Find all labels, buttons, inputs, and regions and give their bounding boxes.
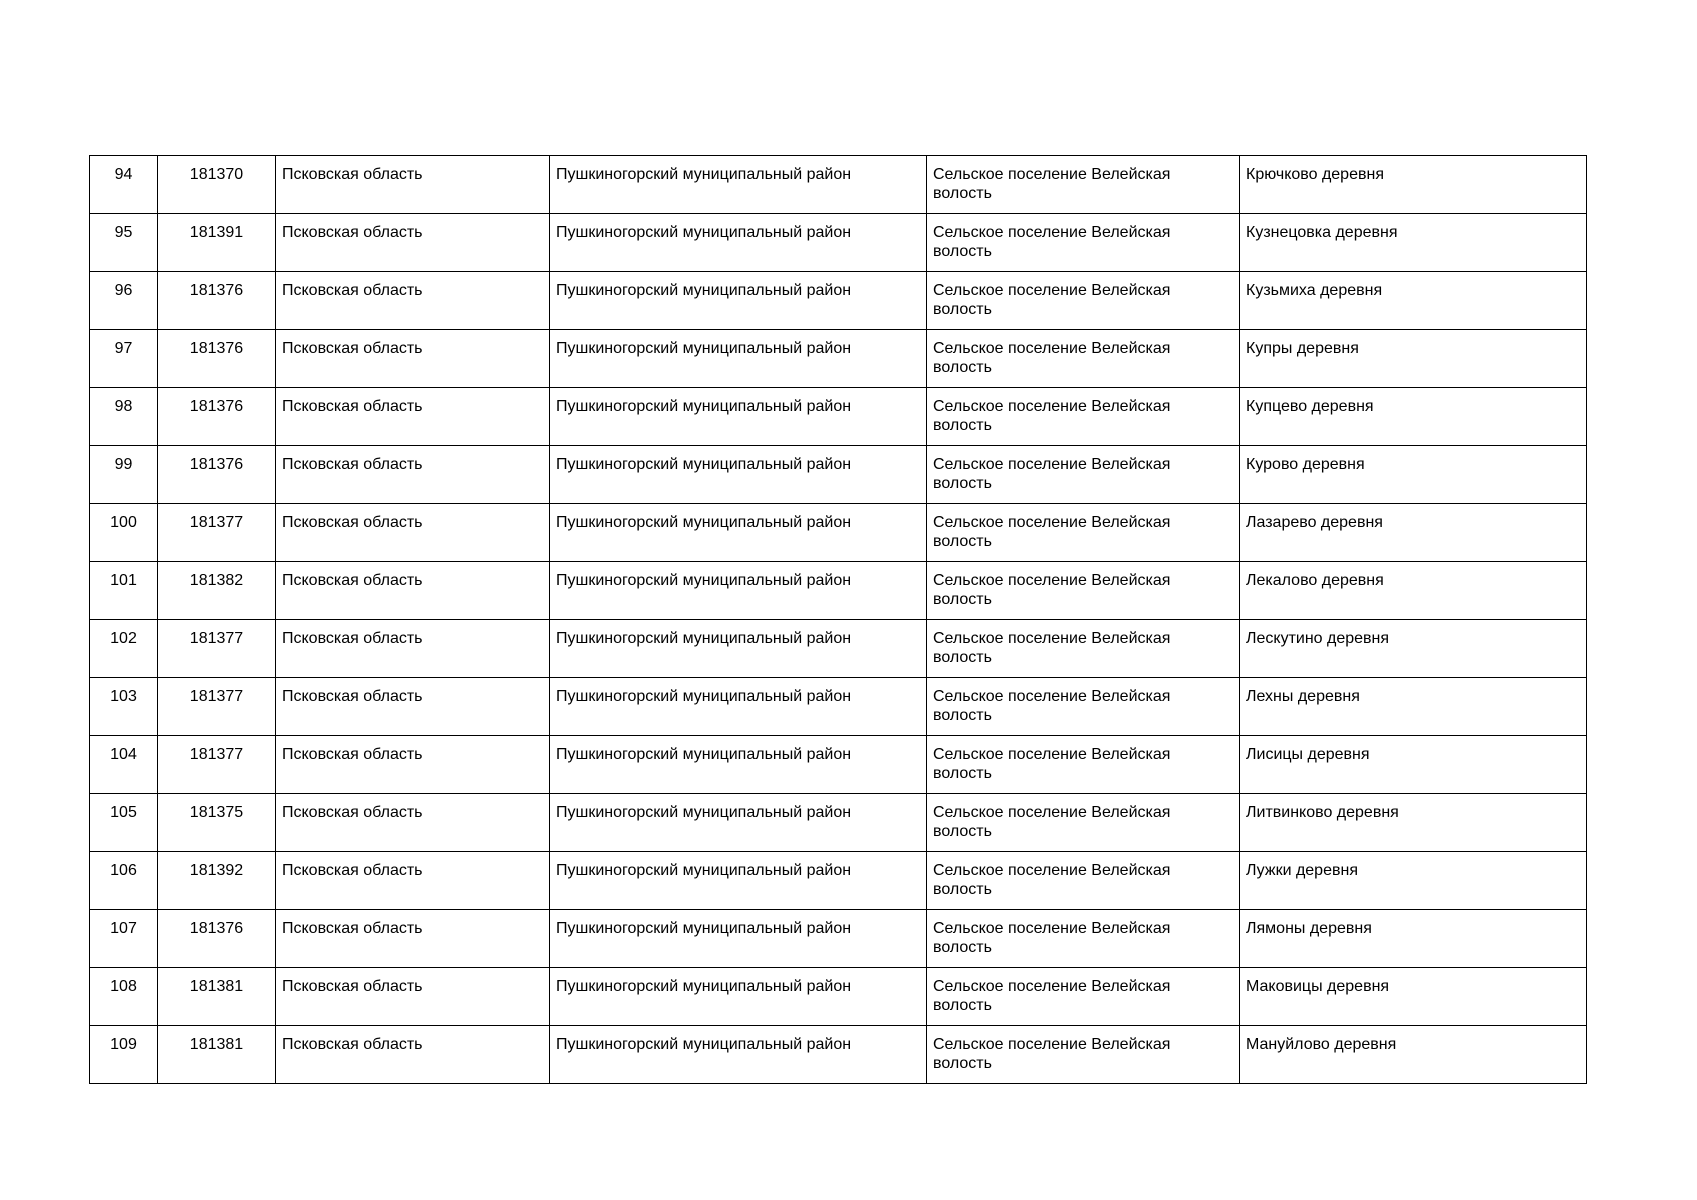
postal-index-cell: 181381 bbox=[158, 968, 276, 1026]
region-cell: Псковская область bbox=[276, 910, 550, 968]
row-number-cell: 107 bbox=[90, 910, 158, 968]
postal-index-cell: 181376 bbox=[158, 446, 276, 504]
district-cell: Пушкиногорский муниципальный район bbox=[550, 214, 927, 272]
locality-cell: Лехны деревня bbox=[1240, 678, 1587, 736]
postal-index-cell: 181377 bbox=[158, 678, 276, 736]
district-cell: Пушкиногорский муниципальный район bbox=[550, 562, 927, 620]
table-row bbox=[90, 852, 1587, 910]
region-cell: Псковская область bbox=[276, 736, 550, 794]
locality-cell: Курово деревня bbox=[1240, 446, 1587, 504]
district-cell: Пушкиногорский муниципальный район bbox=[550, 388, 927, 446]
table-row bbox=[90, 214, 1587, 272]
region-cell: Псковская область bbox=[276, 156, 550, 214]
postal-index-cell: 181376 bbox=[158, 272, 276, 330]
settlement-cell: Сельское поселение Велейская волость bbox=[927, 272, 1240, 330]
settlement-cell: Сельское поселение Велейская волость bbox=[927, 852, 1240, 910]
district-cell: Пушкиногорский муниципальный район bbox=[550, 330, 927, 388]
row-number-cell: 105 bbox=[90, 794, 158, 852]
settlement-cell: Сельское поселение Велейская волость bbox=[927, 1026, 1240, 1084]
district-cell: Пушкиногорский муниципальный район bbox=[550, 852, 927, 910]
locality-cell: Крючково деревня bbox=[1240, 156, 1587, 214]
region-cell: Псковская область bbox=[276, 1026, 550, 1084]
table-row bbox=[90, 388, 1587, 446]
table-row bbox=[90, 620, 1587, 678]
region-cell: Псковская область bbox=[276, 968, 550, 1026]
settlement-cell: Сельское поселение Велейская волость bbox=[927, 156, 1240, 214]
postal-index-cell: 181377 bbox=[158, 504, 276, 562]
district-cell: Пушкиногорский муниципальный район bbox=[550, 1026, 927, 1084]
region-cell: Псковская область bbox=[276, 504, 550, 562]
row-number-cell: 101 bbox=[90, 562, 158, 620]
locality-cell: Кузьмиха деревня bbox=[1240, 272, 1587, 330]
region-cell: Псковская область bbox=[276, 678, 550, 736]
settlement-cell: Сельское поселение Велейская волость bbox=[927, 504, 1240, 562]
district-cell: Пушкиногорский муниципальный район bbox=[550, 794, 927, 852]
locality-cell: Лужки деревня bbox=[1240, 852, 1587, 910]
row-number-cell: 106 bbox=[90, 852, 158, 910]
table-row bbox=[90, 272, 1587, 330]
locality-cell: Маковицы деревня bbox=[1240, 968, 1587, 1026]
postal-index-cell: 181375 bbox=[158, 794, 276, 852]
postal-index-cell: 181377 bbox=[158, 620, 276, 678]
locality-cell: Кузнецовка деревня bbox=[1240, 214, 1587, 272]
table-row bbox=[90, 910, 1587, 968]
row-number-cell: 100 bbox=[90, 504, 158, 562]
settlement-cell: Сельское поселение Велейская волость bbox=[927, 388, 1240, 446]
postal-index-cell: 181370 bbox=[158, 156, 276, 214]
postal-index-cell: 181392 bbox=[158, 852, 276, 910]
settlement-cell: Сельское поселение Велейская волость bbox=[927, 562, 1240, 620]
table-body bbox=[90, 156, 1587, 1084]
table-row bbox=[90, 156, 1587, 214]
postal-index-cell: 181376 bbox=[158, 910, 276, 968]
locality-cell: Лекалово деревня bbox=[1240, 562, 1587, 620]
region-cell: Псковская область bbox=[276, 272, 550, 330]
row-number-cell: 98 bbox=[90, 388, 158, 446]
row-number-cell: 108 bbox=[90, 968, 158, 1026]
locality-cell: Лямоны деревня bbox=[1240, 910, 1587, 968]
settlement-cell: Сельское поселение Велейская волость bbox=[927, 968, 1240, 1026]
district-cell: Пушкиногорский муниципальный район bbox=[550, 678, 927, 736]
postal-index-cell: 181382 bbox=[158, 562, 276, 620]
table-row bbox=[90, 562, 1587, 620]
locality-cell: Купцево деревня bbox=[1240, 388, 1587, 446]
settlements-table bbox=[89, 155, 1587, 1084]
settlement-cell: Сельское поселение Велейская волость bbox=[927, 214, 1240, 272]
district-cell: Пушкиногорский муниципальный район bbox=[550, 446, 927, 504]
settlement-cell: Сельское поселение Велейская волость bbox=[927, 794, 1240, 852]
postal-index-cell: 181377 bbox=[158, 736, 276, 794]
region-cell: Псковская область bbox=[276, 388, 550, 446]
locality-cell: Купры деревня bbox=[1240, 330, 1587, 388]
table-row bbox=[90, 1026, 1587, 1084]
district-cell: Пушкиногорский муниципальный район bbox=[550, 272, 927, 330]
table-row bbox=[90, 794, 1587, 852]
locality-cell: Лисицы деревня bbox=[1240, 736, 1587, 794]
region-cell: Псковская область bbox=[276, 330, 550, 388]
locality-cell: Лескутино деревня bbox=[1240, 620, 1587, 678]
region-cell: Псковская область bbox=[276, 794, 550, 852]
district-cell: Пушкиногорский муниципальный район bbox=[550, 620, 927, 678]
settlement-cell: Сельское поселение Велейская волость bbox=[927, 330, 1240, 388]
row-number-cell: 96 bbox=[90, 272, 158, 330]
settlement-cell: Сельское поселение Велейская волость bbox=[927, 678, 1240, 736]
district-cell: Пушкиногорский муниципальный район bbox=[550, 968, 927, 1026]
district-cell: Пушкиногорский муниципальный район bbox=[550, 910, 927, 968]
settlement-cell: Сельское поселение Велейская волость bbox=[927, 446, 1240, 504]
locality-cell: Мануйлово деревня bbox=[1240, 1026, 1587, 1084]
row-number-cell: 94 bbox=[90, 156, 158, 214]
locality-cell: Литвинково деревня bbox=[1240, 794, 1587, 852]
row-number-cell: 109 bbox=[90, 1026, 158, 1084]
row-number-cell: 99 bbox=[90, 446, 158, 504]
table-row bbox=[90, 736, 1587, 794]
postal-index-cell: 181391 bbox=[158, 214, 276, 272]
district-cell: Пушкиногорский муниципальный район bbox=[550, 156, 927, 214]
settlement-cell: Сельское поселение Велейская волость bbox=[927, 910, 1240, 968]
postal-index-cell: 181381 bbox=[158, 1026, 276, 1084]
settlement-cell: Сельское поселение Велейская волость bbox=[927, 620, 1240, 678]
row-number-cell: 104 bbox=[90, 736, 158, 794]
table-row bbox=[90, 504, 1587, 562]
table-row bbox=[90, 446, 1587, 504]
settlement-cell: Сельское поселение Велейская волость bbox=[927, 736, 1240, 794]
table-row bbox=[90, 968, 1587, 1026]
region-cell: Псковская область bbox=[276, 214, 550, 272]
region-cell: Псковская область bbox=[276, 620, 550, 678]
table-row bbox=[90, 678, 1587, 736]
district-cell: Пушкиногорский муниципальный район bbox=[550, 504, 927, 562]
locality-cell: Лазарево деревня bbox=[1240, 504, 1587, 562]
postal-index-cell: 181376 bbox=[158, 330, 276, 388]
district-cell: Пушкиногорский муниципальный район bbox=[550, 736, 927, 794]
row-number-cell: 103 bbox=[90, 678, 158, 736]
row-number-cell: 97 bbox=[90, 330, 158, 388]
row-number-cell: 102 bbox=[90, 620, 158, 678]
region-cell: Псковская область bbox=[276, 562, 550, 620]
region-cell: Псковская область bbox=[276, 852, 550, 910]
region-cell: Псковская область bbox=[276, 446, 550, 504]
postal-index-cell: 181376 bbox=[158, 388, 276, 446]
table-row bbox=[90, 330, 1587, 388]
row-number-cell: 95 bbox=[90, 214, 158, 272]
